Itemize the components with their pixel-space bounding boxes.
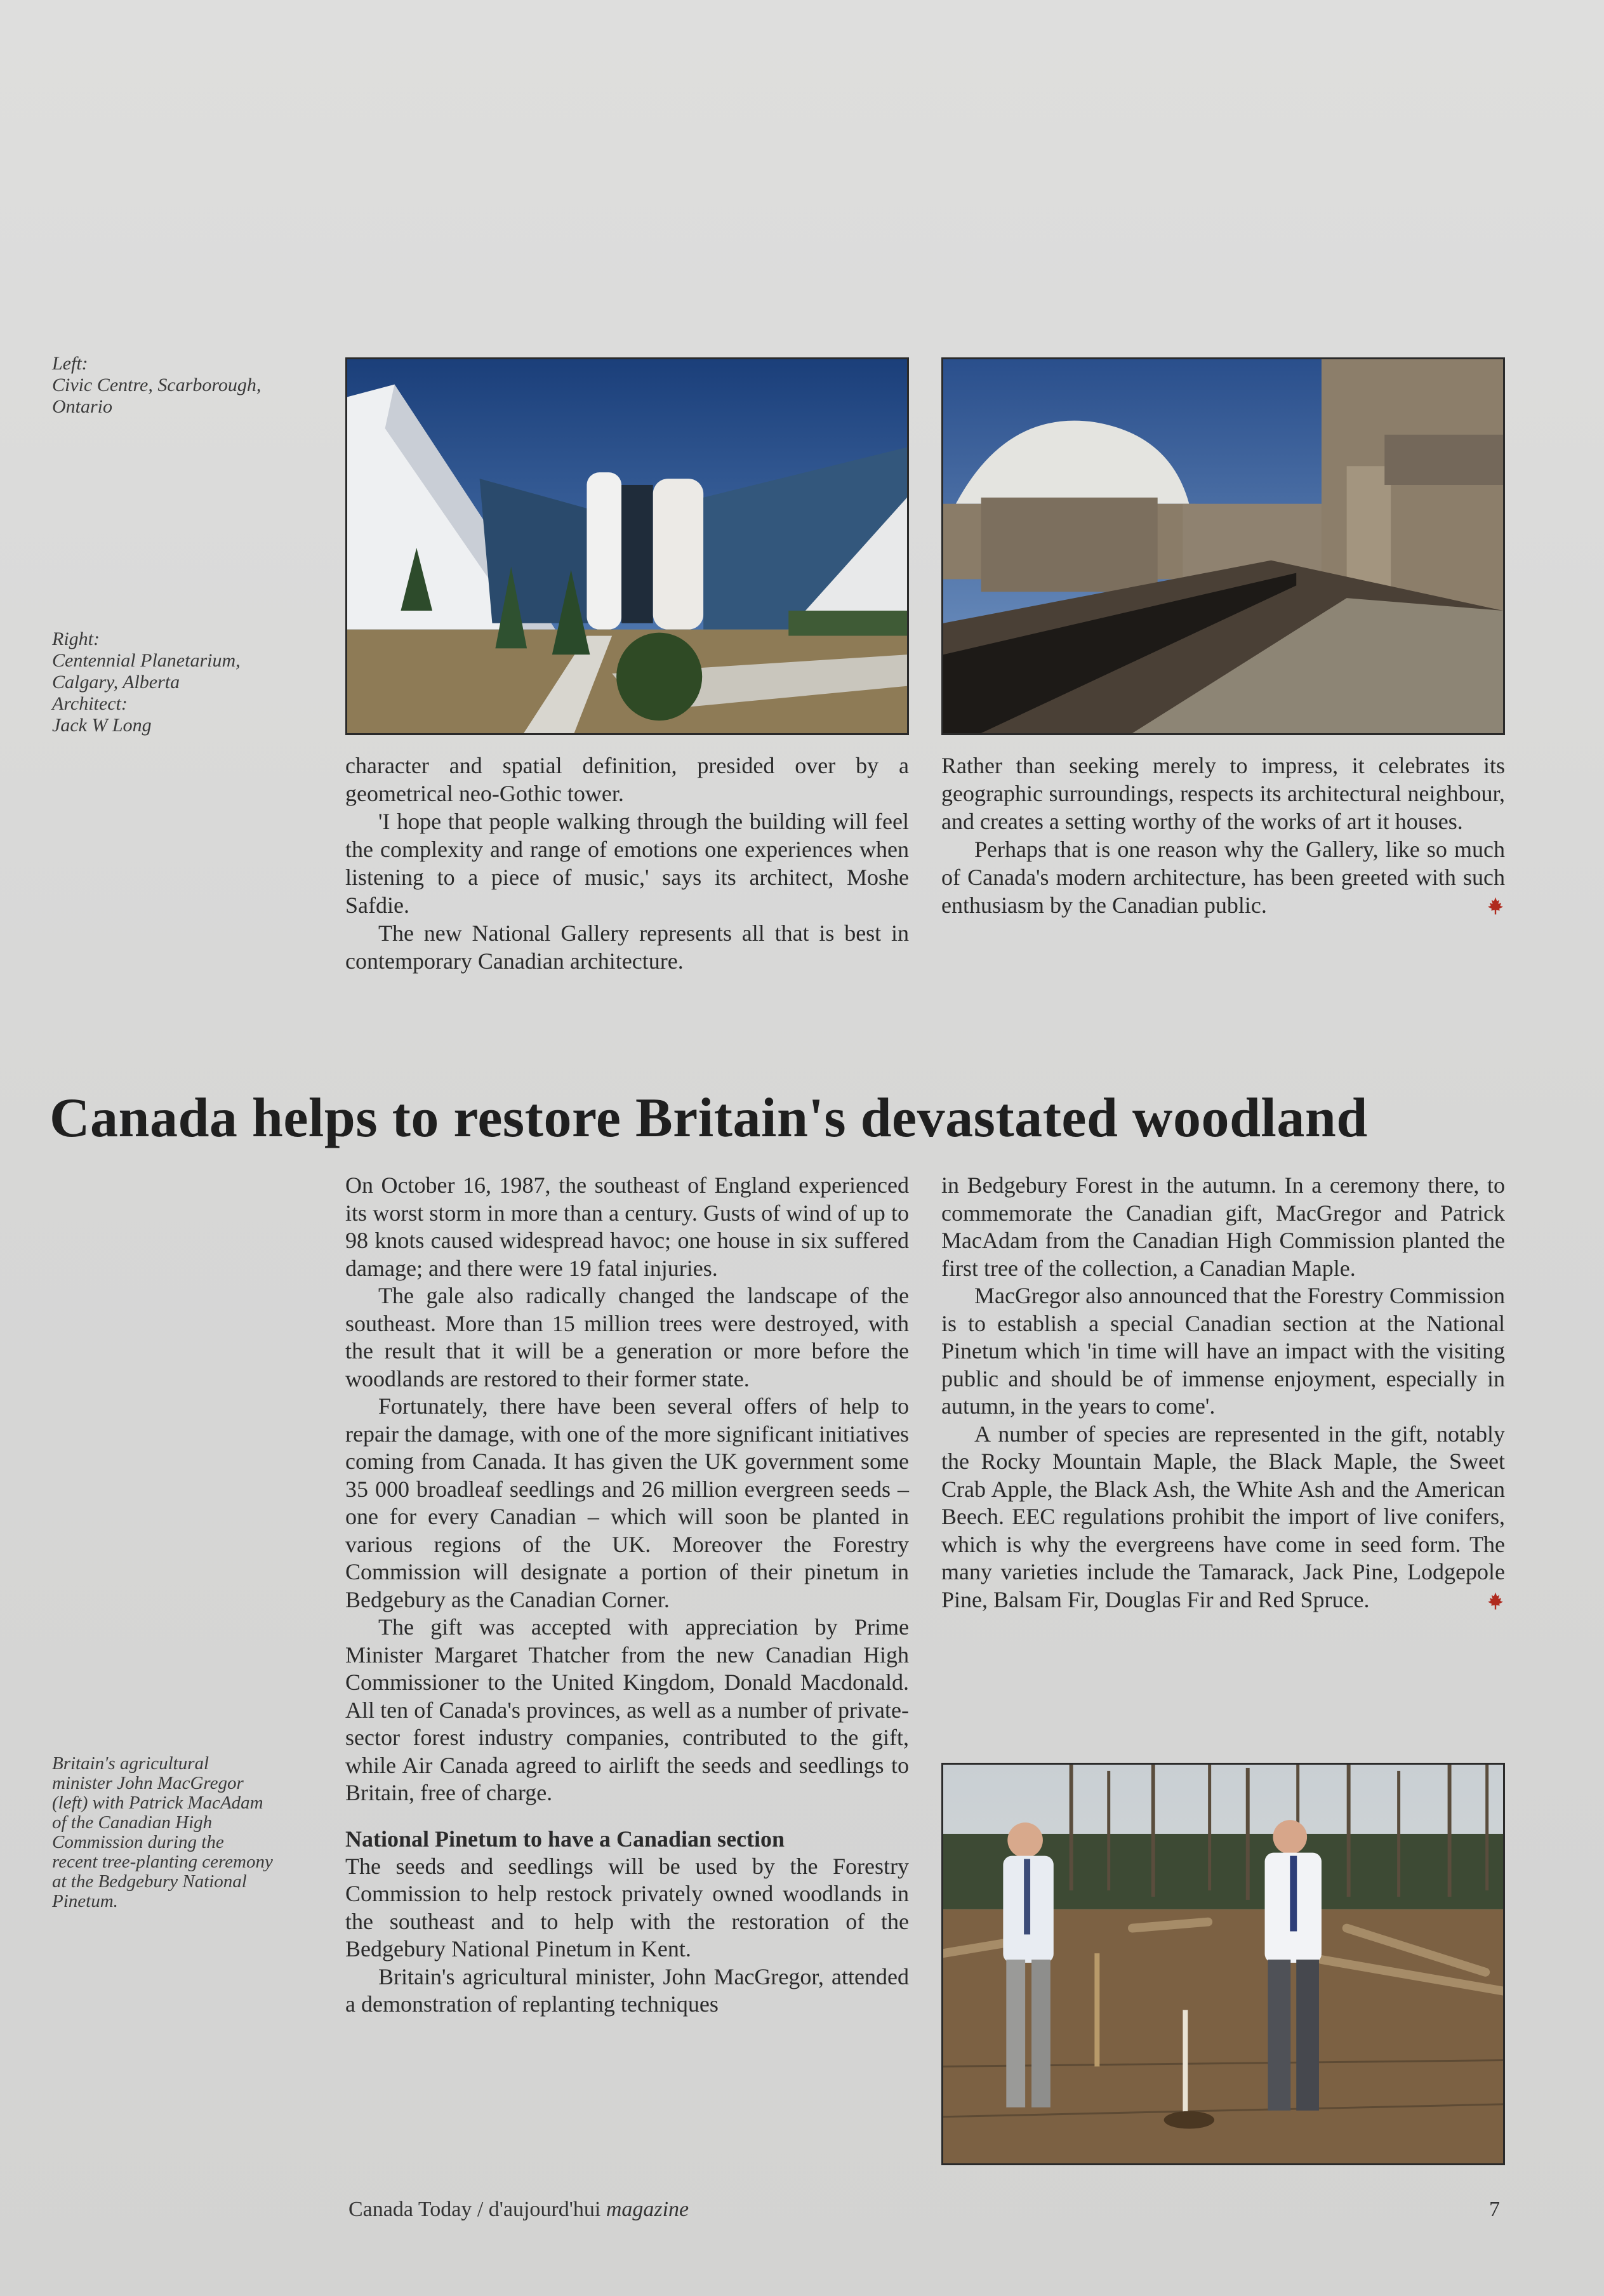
- caption-line: at the Bedgebury National: [52, 1871, 247, 1892]
- caption-label: Architect:: [52, 693, 128, 714]
- caption-line: minister John MacGregor: [52, 1773, 244, 1793]
- caption-line: Centennial Planetarium,: [52, 650, 241, 671]
- main-article-column-1: [345, 1172, 909, 2019]
- magazine-name: Canada Today / d'aujourd'hui: [348, 2198, 601, 2221]
- caption-label: Left:: [52, 353, 88, 374]
- caption-line: Commission during the: [52, 1832, 224, 1852]
- maple-leaf-icon: [1486, 1591, 1505, 1610]
- paragraph: [941, 835, 1505, 919]
- main-article-column-2: [941, 1172, 1505, 1614]
- caption-line: Britain's agricultural: [52, 1753, 209, 1774]
- caption-line: Ontario: [52, 396, 113, 417]
- caption-right-photo: [52, 628, 241, 736]
- caption-line: Calgary, Alberta: [52, 672, 180, 693]
- caption-label: Right:: [52, 628, 100, 649]
- maple-leaf-icon: [1486, 896, 1505, 915]
- paragraph: 'I hope that people walking through the building will feel the complexity and range of emotions one experiences when listening to a piece of music,' says its architect, Moshe Safdie.: [345, 809, 909, 918]
- section-subhead: National Pinetum to have a Canadian section: [345, 1826, 785, 1852]
- paragraph-text: A number of species are represented in the gift, notably the Rocky Mountain Maple, the Black Maple, the Sweet Crab Apple, the Black Ash, the White Ash and the American Beech. EEC regulations prohibit the import of live conifers, which is why the evergreens have come in seed form. The many varieties include the Tamarack, Jack Pine, Lodgepole Pine, Balsam Fir, Douglas Fir and Red Spruce.: [941, 1421, 1505, 1612]
- paragraph: The new National Gallery represents all that is best in contemporary Canadian architecture.: [345, 920, 909, 974]
- page-footer: [348, 2198, 689, 2222]
- paragraph: On October 16, 1987, the southeast of England experienced its worst storm in more than a century. Gusts of wind of up to 98 knots caused widespread havoc; one house in six suffered damage; and there were 19 fatal injuries.: [345, 1172, 909, 1281]
- photo-centennial-planetarium: [941, 357, 1505, 735]
- paragraph-text: Perhaps that is one reason why the Gallery, like so much of Canada's modern architecture, has been greeted with such enthusiasm by the Canadian public.: [941, 837, 1505, 918]
- paragraph: MacGregor also announced that the Forestry Commission is to establish a special Canadian section at the National Pinetum which 'in time will have an impact with the visiting public and should be of immense enjoyment, especially in autumn, in the years to come'.: [941, 1283, 1505, 1419]
- paragraph: The seeds and seedlings will be used by the Forestry Commission to help restock privately owned woodlands in the southeast and to help with the restoration of the Bedgebury National Pinetum in Kent.: [345, 1853, 909, 1961]
- paragraph: character and spatial definition, presided over by a geometrical neo-Gothic tower.: [345, 753, 909, 806]
- caption-line: Pinetum.: [52, 1891, 118, 1911]
- caption-line: recent tree-planting ceremony: [52, 1852, 273, 1872]
- top-article-column-2: [941, 752, 1505, 919]
- caption-line: Civic Centre, Scarborough,: [52, 375, 262, 395]
- caption-bottom-photo: [52, 1754, 273, 1911]
- paragraph: [941, 1421, 1505, 1614]
- caption-left-photo: [52, 353, 261, 418]
- page-number: 7: [1489, 2198, 1500, 2221]
- paragraph: Fortunately, there have been several offers of help to repair the damage, with one of the more significant initiatives coming from Canada. It has given the UK government some 35 000 broadleaf seedlings and 26 million evergreen seeds – one for every Canadian – which will soon be planted in various regions of the UK. Moreover the Forestry Commission will designate a portion of their pinetum in Bedgebury as the Canadian Corner.: [345, 1393, 909, 1612]
- paragraph: Britain's agricultural minister, John MacGregor, attended a demonstration of replanting techniques: [345, 1963, 909, 2017]
- caption-line: (left) with Patrick MacAdam: [52, 1793, 263, 1813]
- paragraph: Rather than seeking merely to impress, it celebrates its geographic surroundings, respects its architectural neighbour, and creates a setting worthy of the works of art it houses.: [941, 753, 1505, 834]
- caption-line: of the Canadian High: [52, 1812, 213, 1833]
- paragraph: The gift was accepted with appreciation by Prime Minister Margaret Thatcher from the new Canadian High Commissioner to the United Kingdom, Donald Macdonald. All ten of Canada's provinces, as well as a number of private-sector forest industry companies, contributed to the gift, while Air Canada agreed to airlift the seeds and seedlings to Britain, free of charge.: [345, 1614, 909, 1805]
- photo-civic-centre: [345, 357, 909, 735]
- caption-line: Jack W Long: [52, 715, 152, 736]
- article-headline: Canada helps to restore Britain's devastated woodland: [50, 1087, 1368, 1149]
- paragraph: in Bedgebury Forest in the autumn. In a ceremony there, to commemorate the Canadian gift, MacGregor and Patrick MacAdam from the Canadian High Commission planted the first tree of the collection, a Canadian Maple.: [941, 1172, 1505, 1281]
- top-article-column-1: [345, 752, 909, 975]
- paragraph: The gale also radically changed the landscape of the southeast. More than 15 million trees were destroyed, with the result that it will be a generation or more before the woodlands are restored to their former state.: [345, 1283, 909, 1391]
- magazine-name-italic: magazine: [606, 2198, 689, 2221]
- photo-tree-planting-ceremony: [941, 1763, 1505, 2165]
